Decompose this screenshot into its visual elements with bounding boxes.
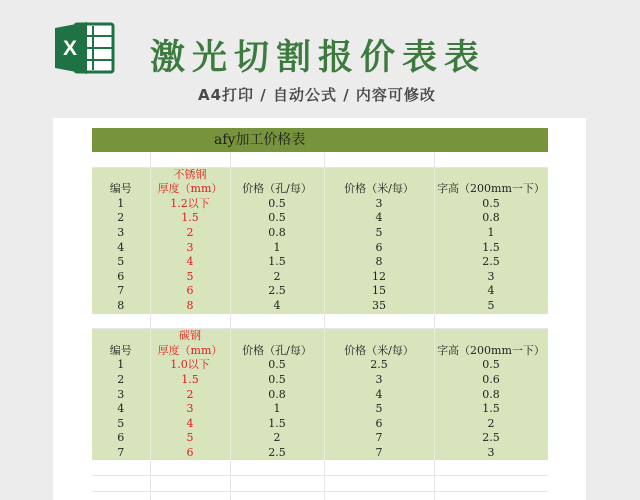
id-cell[interactable]: 1 (92, 197, 150, 212)
price-per-hole-cell[interactable]: 2 (230, 431, 324, 446)
price-per-hole-cell[interactable]: 1 (230, 402, 324, 417)
material-label[interactable]: 不锈钢 (150, 167, 230, 182)
char-height-cell[interactable]: 4 (434, 284, 548, 299)
table-row (92, 211, 548, 226)
column-header[interactable]: 编号 (92, 182, 150, 197)
thickness-cell[interactable]: 2 (150, 388, 230, 403)
empty-cell[interactable] (92, 167, 150, 182)
id-cell[interactable]: 2 (92, 373, 150, 388)
empty-cell[interactable] (324, 167, 434, 182)
table-row (92, 373, 548, 388)
price-per-meter-cell[interactable]: 8 (324, 255, 434, 270)
empty-cell[interactable] (92, 329, 150, 344)
price-per-meter-cell[interactable]: 6 (324, 241, 434, 256)
price-per-meter-cell[interactable]: 5 (324, 226, 434, 241)
char-height-cell[interactable]: 0.5 (434, 197, 548, 212)
empty-cell[interactable] (230, 476, 324, 492)
id-cell[interactable]: 4 (92, 402, 150, 417)
empty-cell[interactable] (230, 329, 324, 344)
thickness-cell[interactable]: 4 (150, 255, 230, 270)
material-row (92, 329, 548, 344)
char-height-cell[interactable]: 5 (434, 299, 548, 314)
empty-cell[interactable] (150, 314, 230, 329)
empty-row (92, 491, 548, 500)
empty-cell[interactable] (230, 167, 324, 182)
price-per-hole-cell[interactable]: 2 (230, 270, 324, 285)
id-cell[interactable]: 6 (92, 431, 150, 446)
empty-cell[interactable] (434, 476, 548, 492)
price-per-hole-cell[interactable]: 0.5 (230, 358, 324, 373)
material-label[interactable]: 碳钢 (150, 329, 230, 344)
price-per-meter-cell[interactable]: 5 (324, 402, 434, 417)
sheet-title: afy加工价格表 (214, 132, 306, 148)
table-row (92, 417, 548, 432)
thickness-cell[interactable]: 6 (150, 284, 230, 299)
price-per-meter-cell[interactable]: 12 (324, 270, 434, 285)
empty-cell[interactable] (92, 491, 150, 500)
price-per-meter-cell[interactable]: 3 (324, 373, 434, 388)
empty-cell[interactable] (434, 314, 548, 329)
char-height-cell[interactable]: 2.5 (434, 431, 548, 446)
empty-cell[interactable] (434, 460, 548, 475)
thickness-cell[interactable]: 1.0以下 (150, 358, 230, 373)
column-header[interactable]: 编号 (92, 344, 150, 359)
price-per-hole-cell[interactable]: 4 (230, 299, 324, 314)
empty-cell[interactable] (92, 476, 150, 492)
char-height-cell[interactable]: 1.5 (434, 402, 548, 417)
table-row (92, 446, 548, 461)
empty-row (92, 152, 548, 167)
id-cell[interactable]: 7 (92, 284, 150, 299)
thickness-cell[interactable]: 1.5 (150, 211, 230, 226)
price-per-hole-cell[interactable]: 0.5 (230, 197, 324, 212)
table-row (92, 284, 548, 299)
price-per-hole-cell[interactable]: 1.5 (230, 255, 324, 270)
column-header[interactable]: 厚度（mm） (150, 344, 230, 359)
price-per-hole-cell[interactable]: 0.8 (230, 388, 324, 403)
thickness-cell[interactable]: 6 (150, 446, 230, 461)
price-per-meter-cell[interactable]: 35 (324, 299, 434, 314)
page-title: 激光切割报价表表 (150, 38, 487, 78)
thickness-cell[interactable]: 5 (150, 270, 230, 285)
char-height-cell[interactable]: 1 (434, 226, 548, 241)
empty-cell[interactable] (150, 460, 230, 475)
empty-row (92, 476, 548, 492)
column-header[interactable]: 价格（米/每） (324, 344, 434, 359)
column-header[interactable]: 价格（孔/每） (230, 182, 324, 197)
thickness-cell[interactable]: 3 (150, 241, 230, 256)
price-per-meter-cell[interactable]: 7 (324, 431, 434, 446)
column-header-row (92, 182, 548, 197)
empty-cell[interactable] (324, 491, 434, 500)
char-height-cell[interactable]: 2.5 (434, 255, 548, 270)
id-cell[interactable]: 8 (92, 299, 150, 314)
id-cell[interactable]: 2 (92, 211, 150, 226)
char-height-cell[interactable]: 3 (434, 270, 548, 285)
price-per-meter-cell[interactable]: 4 (324, 388, 434, 403)
char-height-cell[interactable]: 0.8 (434, 211, 548, 226)
material-row (92, 167, 548, 182)
empty-cell[interactable] (324, 476, 434, 492)
column-header[interactable]: 价格（孔/每） (230, 344, 324, 359)
empty-cell[interactable] (150, 476, 230, 492)
price-per-hole-cell[interactable]: 0.5 (230, 211, 324, 226)
spreadsheet (92, 128, 548, 500)
id-cell[interactable]: 5 (92, 255, 150, 270)
price-per-meter-cell[interactable]: 7 (324, 446, 434, 461)
empty-cell[interactable] (230, 491, 324, 500)
thickness-cell[interactable]: 5 (150, 431, 230, 446)
excel-logo-icon (53, 20, 115, 76)
char-height-cell[interactable]: 0.8 (434, 388, 548, 403)
price-per-hole-cell[interactable]: 2.5 (230, 284, 324, 299)
price-per-hole-cell[interactable]: 1 (230, 241, 324, 256)
table-row (92, 226, 548, 241)
thickness-cell[interactable]: 4 (150, 417, 230, 432)
column-header[interactable]: 厚度（mm） (150, 182, 230, 197)
price-per-meter-cell[interactable]: 2.5 (324, 358, 434, 373)
price-per-hole-cell[interactable]: 2.5 (230, 446, 324, 461)
thickness-cell[interactable]: 8 (150, 299, 230, 314)
table-row (92, 299, 548, 314)
empty-cell[interactable] (92, 460, 150, 475)
price-table (92, 128, 548, 500)
price-per-meter-cell[interactable]: 4 (324, 211, 434, 226)
table-row (92, 402, 548, 417)
char-height-cell[interactable]: 0.6 (434, 373, 548, 388)
thickness-cell[interactable]: 2 (150, 226, 230, 241)
empty-cell[interactable] (434, 329, 548, 344)
table-row (92, 197, 548, 212)
table-row (92, 270, 548, 285)
table-row (92, 241, 548, 256)
empty-cell[interactable] (434, 167, 548, 182)
char-height-cell[interactable]: 2 (434, 417, 548, 432)
price-per-hole-cell[interactable]: 0.8 (230, 226, 324, 241)
thickness-cell[interactable]: 1.5 (150, 373, 230, 388)
empty-cell[interactable] (324, 329, 434, 344)
char-height-cell[interactable]: 0.5 (434, 358, 548, 373)
table-row (92, 431, 548, 446)
table-row (92, 255, 548, 270)
table-row (92, 358, 548, 373)
empty-cell[interactable] (230, 314, 324, 329)
column-header[interactable]: 字高（200mm一下） (434, 344, 548, 359)
id-cell[interactable]: 4 (92, 241, 150, 256)
empty-cell[interactable] (324, 460, 434, 475)
id-cell[interactable]: 1 (92, 358, 150, 373)
id-cell[interactable]: 3 (92, 226, 150, 241)
thickness-cell[interactable]: 3 (150, 402, 230, 417)
empty-row (92, 460, 548, 475)
page-subtitle: A4打印 / 自动公式 / 内容可修改 (198, 86, 436, 104)
empty-cell[interactable] (150, 491, 230, 500)
id-cell[interactable]: 7 (92, 446, 150, 461)
price-per-meter-cell[interactable]: 6 (324, 417, 434, 432)
price-per-meter-cell[interactable]: 3 (324, 197, 434, 212)
empty-cell[interactable] (434, 491, 548, 500)
id-cell[interactable]: 6 (92, 270, 150, 285)
char-height-cell[interactable]: 1.5 (434, 241, 548, 256)
price-per-meter-cell[interactable]: 15 (324, 284, 434, 299)
char-height-cell[interactable]: 3 (434, 446, 548, 461)
id-cell[interactable]: 3 (92, 388, 150, 403)
table-row (92, 388, 548, 403)
column-header-row (92, 344, 548, 359)
empty-cell[interactable] (230, 460, 324, 475)
sheet-title-row (92, 128, 548, 152)
price-per-hole-cell[interactable]: 0.5 (230, 373, 324, 388)
id-cell[interactable]: 5 (92, 417, 150, 432)
price-per-hole-cell[interactable]: 1.5 (230, 417, 324, 432)
svg-text:X: X (62, 37, 78, 60)
column-header[interactable]: 字高（200mm一下） (434, 182, 548, 197)
empty-row (92, 314, 548, 329)
empty-cell[interactable] (324, 314, 434, 329)
empty-cell[interactable] (92, 314, 150, 329)
column-header[interactable]: 价格（米/每） (324, 182, 434, 197)
thickness-cell[interactable]: 1.2以下 (150, 197, 230, 212)
promo-header (0, 0, 640, 118)
